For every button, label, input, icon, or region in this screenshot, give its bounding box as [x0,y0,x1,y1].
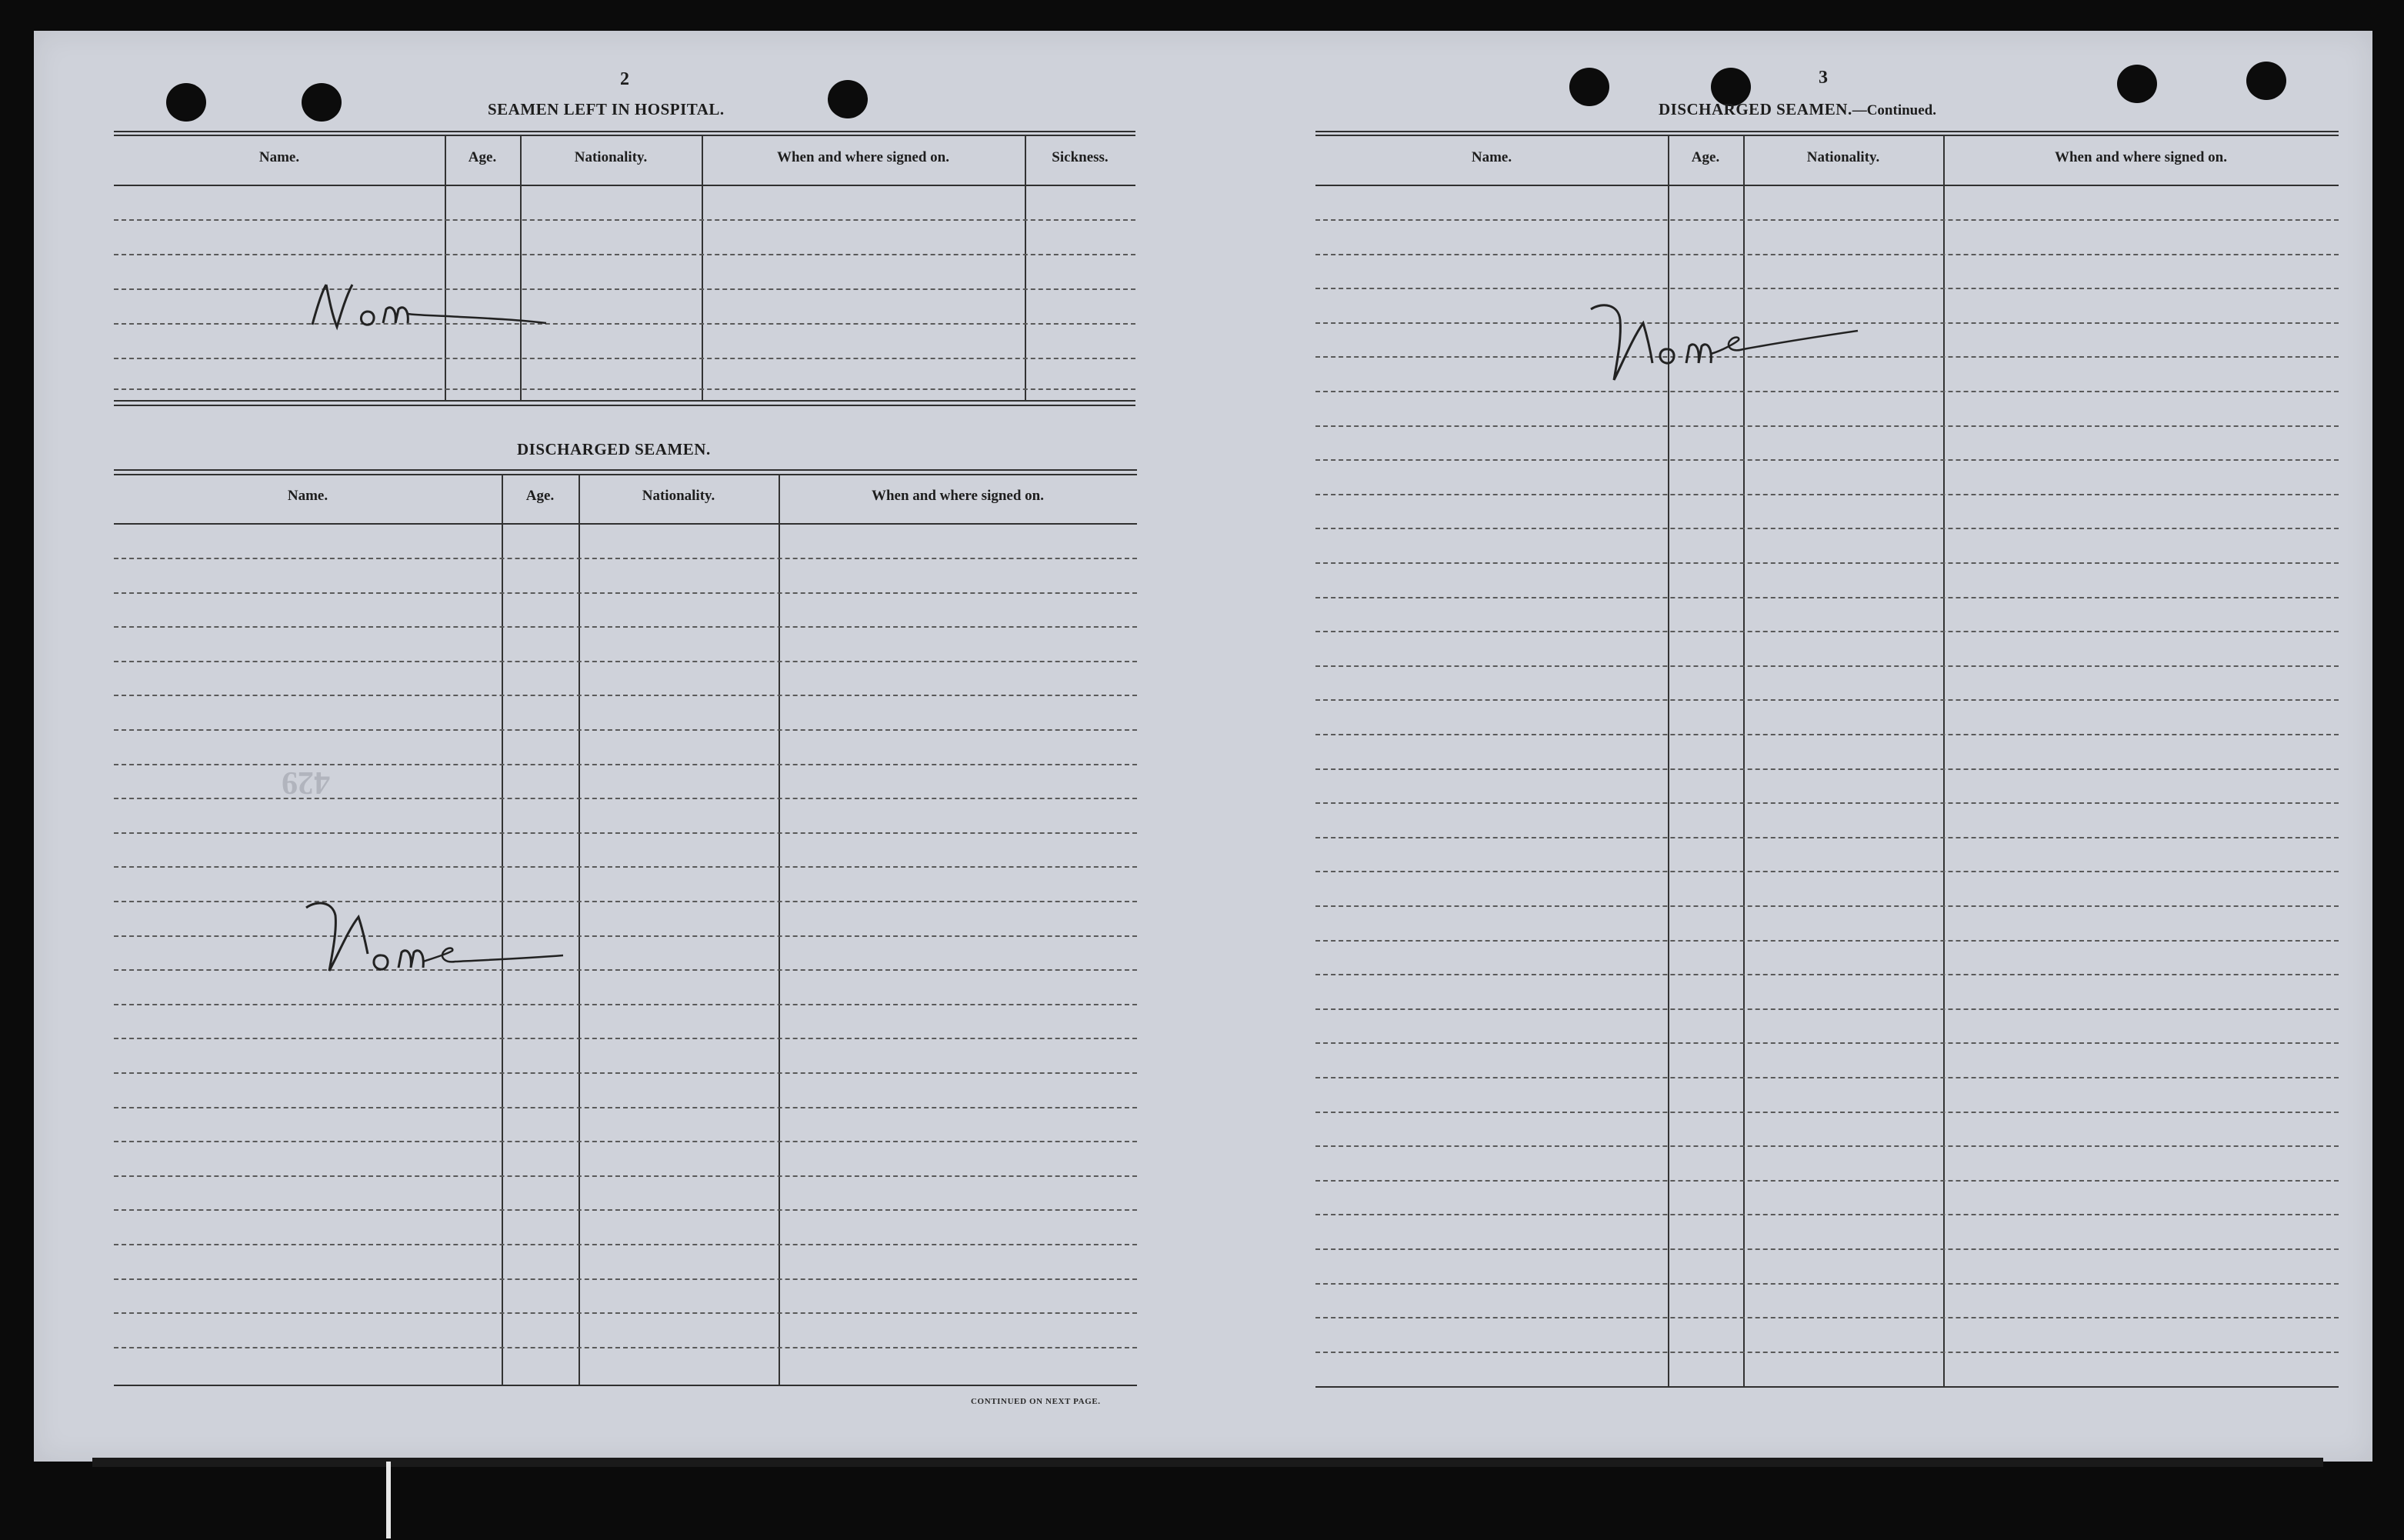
ruled-line [1315,562,2339,564]
ruled-line [1315,597,2339,598]
ruled-line [114,764,1137,765]
ruled-line [1315,1317,2339,1318]
punch-hole [2117,65,2157,103]
ruled-line [114,1175,1137,1177]
col-name: Name. [258,149,300,165]
ruled-line [114,1072,1137,1074]
ruled-line [114,1107,1137,1108]
ruled-line [114,592,1137,594]
col-age: Age. [1691,149,1720,165]
ruled-line [1315,905,2339,907]
col-signed-on: When and where signed on. [776,149,949,165]
ruled-line [114,1209,1137,1211]
col-nationality: Nationality. [1806,149,1880,165]
faded-stamp: 429 [282,765,330,800]
ruled-line [114,1278,1137,1280]
ruled-line [1315,940,2339,942]
punch-hole [2246,62,2286,100]
ruled-line [1315,665,2339,667]
ruled-line [1315,1214,2339,1215]
ruled-line [1315,631,2339,632]
col-age: Age. [468,149,497,165]
ruled-line [114,695,1137,696]
ruled-line [1315,425,2339,427]
col-signed-on: When and where signed on. [871,488,1044,504]
page-number: 2 [620,69,629,89]
right-page [1219,31,2372,1462]
ruled-line [114,1347,1137,1348]
punch-hole [166,83,206,122]
ruled-line [1315,1180,2339,1182]
ruled-line [1315,1112,2339,1113]
ruled-line [1315,734,2339,735]
ruled-line [1315,1283,2339,1285]
ruled-line [1315,1145,2339,1147]
ruled-line [1315,494,2339,495]
punch-hole [1569,68,1609,106]
ruled-line [1315,254,2339,255]
handwritten-none [1585,300,1869,400]
heading-text: DISCHARGED SEAMEN. [1659,100,1852,118]
col-name: Name. [287,488,328,504]
ruled-line [1315,802,2339,804]
punch-hole [302,83,342,122]
ruled-line [1315,528,2339,529]
col-name: Name. [1471,149,1512,165]
ruled-line [114,626,1137,628]
ruled-line [114,969,1137,971]
ruled-line [114,1244,1137,1245]
hospital-table [114,131,1135,408]
ruled-line [1315,288,2339,289]
ruled-line [1315,1077,2339,1078]
ruled-line [114,901,1137,902]
col-signed-on: When and where signed on. [2054,149,2227,165]
hospital-heading: SEAMEN LEFT IN HOSPITAL. [488,100,725,118]
left-page [34,31,1203,1462]
ruled-line [114,661,1137,662]
ruled-line [114,1312,1137,1314]
ruled-line [1315,219,2339,221]
binding-mark [386,1462,391,1538]
ruled-line [1315,768,2339,770]
ruled-line [114,558,1137,559]
ruled-line [1315,459,2339,461]
ruled-line [114,1141,1137,1142]
ruled-line [1315,837,2339,838]
ruled-line [1315,871,2339,872]
ruled-line [114,935,1137,937]
ruled-line [1315,1352,2339,1353]
handwritten-none [302,900,571,992]
ruled-line [1315,1042,2339,1044]
discharged-table [114,438,1137,1392]
col-nationality: Nationality. [642,488,715,504]
ruled-line [1315,974,2339,975]
document-sheet [34,31,2372,1462]
continued-footnote: CONTINUED ON NEXT PAGE. [971,1397,1101,1406]
bottom-edge [92,1458,2323,1467]
ruled-line [114,798,1137,799]
ruled-line [114,1038,1137,1039]
ruled-line [114,832,1137,834]
discharged-continued-heading [1659,100,1936,119]
col-age: Age. [525,488,555,504]
col-sickness: Sickness. [1052,149,1109,165]
ruled-line [114,866,1137,868]
ruled-line [1315,1248,2339,1250]
ruled-line [114,729,1137,731]
discharged-continued-table [1315,131,2339,1392]
ruled-line [114,1004,1137,1005]
punch-hole [828,80,868,118]
page-number: 3 [1819,68,1828,88]
col-nationality: Nationality. [574,149,648,165]
heading-suffix: —Continued. [1852,102,1936,118]
ruled-line [1315,699,2339,701]
discharged-heading: DISCHARGED SEAMEN. [517,440,711,458]
handwritten-none [306,269,552,338]
ruled-line [1315,1008,2339,1010]
